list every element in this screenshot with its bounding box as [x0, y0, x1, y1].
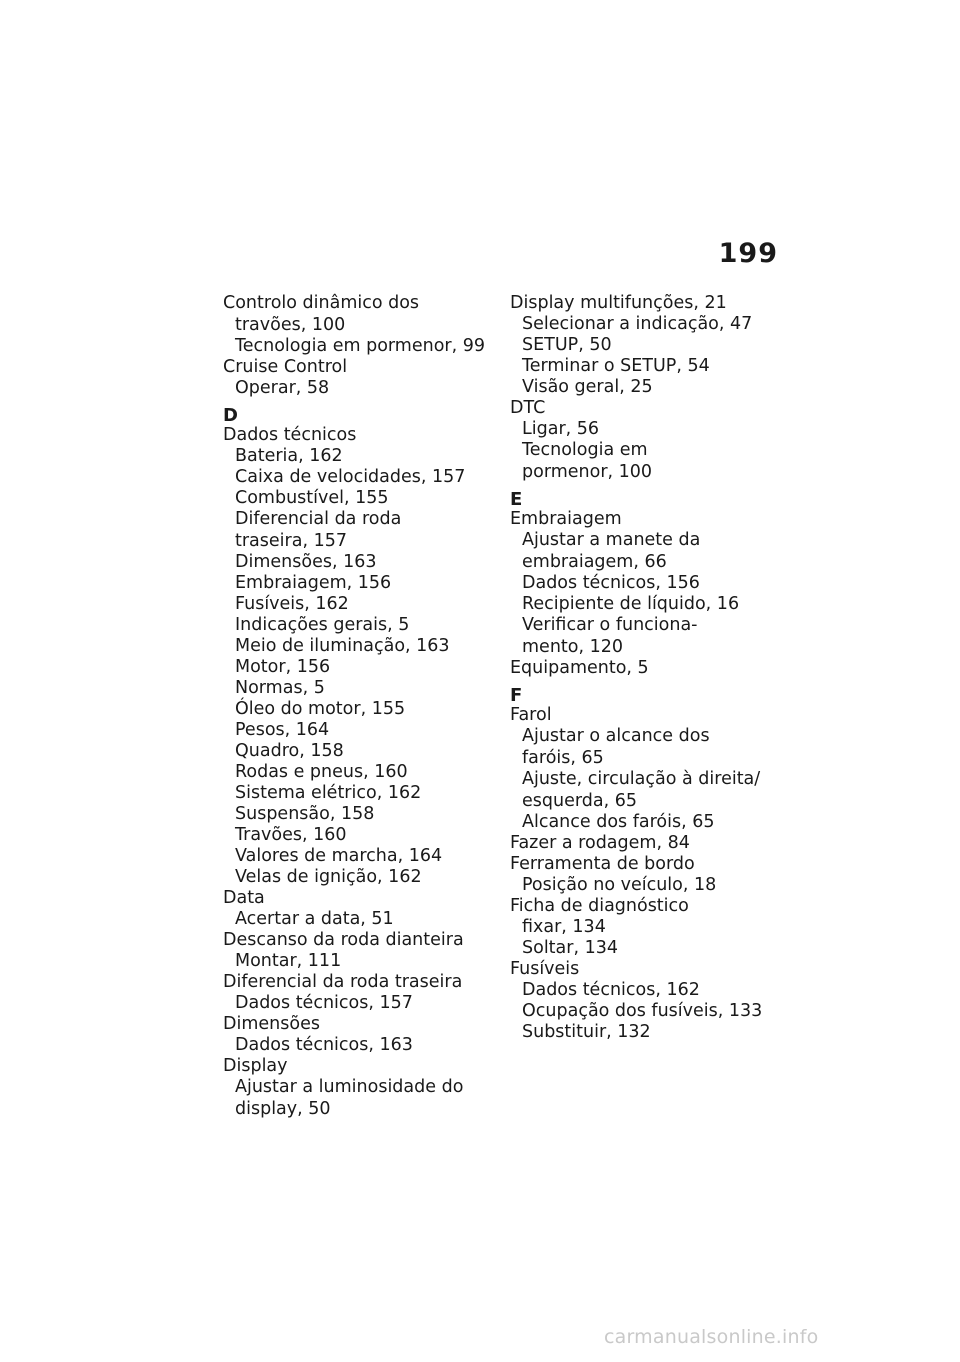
index-subentry: Visão geral, 25 — [522, 377, 653, 397]
index-subentry: Fusíveis, 162 — [235, 594, 349, 614]
index-subentry: Ligar, 56 — [522, 419, 600, 439]
index-subentry: Ajustar a manete da — [522, 530, 701, 550]
index-subentry: Travões, 160 — [235, 825, 347, 845]
index-subentry: Diferencial da roda — [235, 509, 402, 529]
index-subentry: Indicações gerais, 5 — [235, 615, 410, 635]
index-entry-continuation: mento, 120 — [522, 637, 624, 657]
index-subentry: Recipiente de líquido, 16 — [522, 594, 740, 614]
index-subentry: Embraiagem, 156 — [235, 573, 392, 593]
index-entry: Equipamento, 5 — [510, 658, 649, 678]
index-subentry: Sistema elétrico, 162 — [235, 783, 422, 803]
index-subentry: Tecnologia em — [522, 440, 648, 460]
index-subentry: Velas de ignição, 162 — [235, 867, 422, 887]
index-column-right — [510, 293, 785, 1043]
index-section-letter: D — [223, 405, 238, 426]
watermark: carmanualsonline.info — [604, 1326, 819, 1348]
index-entry: Fusíveis — [510, 959, 580, 979]
index-subentry: Caixa de velocidades, 157 — [235, 467, 466, 487]
index-subentry: Quadro, 158 — [235, 741, 344, 761]
index-subentry: Ajustar a luminosidade do — [235, 1077, 464, 1097]
index-entry: Display multifunções, 21 — [510, 293, 727, 313]
index-subentry: Bateria, 162 — [235, 446, 343, 466]
index-subentry: Motor, 156 — [235, 657, 331, 677]
index-entry: Ficha de diagnóstico — [510, 896, 689, 916]
index-entry: Cruise Control — [223, 357, 348, 377]
index-section-letter: F — [510, 685, 523, 706]
index-entry-continuation: faróis, 65 — [522, 748, 604, 768]
index-entry: Controlo dinâmico dos — [223, 293, 420, 313]
index-section-letter: E — [510, 489, 523, 510]
index-entry: DTC — [510, 398, 546, 418]
index-subentry: Ajustar o alcance dos — [522, 726, 710, 746]
index-subentry: Soltar, 134 — [522, 938, 618, 958]
index-subentry: Acertar a data, 51 — [235, 909, 394, 929]
index-subentry: Suspensão, 158 — [235, 804, 375, 824]
index-subentry: Rodas e pneus, 160 — [235, 762, 408, 782]
index-entry: Data — [223, 888, 265, 908]
index-subentry: SETUP, 50 — [522, 335, 612, 355]
index-entry: Diferencial da roda traseira — [223, 972, 463, 992]
index-subentry: Alcance dos faróis, 65 — [522, 812, 715, 832]
index-subentry: Óleo do motor, 155 — [235, 699, 406, 719]
index-subentry: Ocupação dos fusíveis, 133 — [522, 1001, 763, 1021]
index-entry: Farol — [510, 705, 552, 725]
index-subentry: Dimensões, 163 — [235, 552, 377, 572]
index-subentry: Meio de iluminação, 163 — [235, 636, 450, 656]
index-entry-continuation: esquerda, 65 — [522, 791, 637, 811]
index-entry: Descanso da roda dianteira — [223, 930, 464, 950]
index-entry: Dimensões — [223, 1014, 320, 1034]
index-subentry: Combustível, 155 — [235, 488, 389, 508]
index-subentry: Ajuste, circulação à direita/ — [522, 769, 761, 789]
index-column-left — [223, 293, 498, 1120]
index-entry: Dados técnicos — [223, 425, 357, 445]
index-entry-continuation: travões, 100 — [235, 315, 346, 335]
index-entry-continuation: embraiagem, 66 — [522, 552, 667, 572]
index-subentry: Dados técnicos, 162 — [522, 980, 700, 1000]
index-subentry: Normas, 5 — [235, 678, 325, 698]
index-entry: Embraiagem — [510, 509, 622, 529]
index-subentry: Substituir, 132 — [522, 1022, 651, 1042]
index-subentry: fixar, 134 — [522, 917, 606, 937]
index-subentry: Terminar o SETUP, 54 — [522, 356, 710, 376]
index-subentry: Posição no veículo, 18 — [522, 875, 717, 895]
index-subentry: Montar, 111 — [235, 951, 342, 971]
index-entry: Display — [223, 1056, 288, 1076]
index-entry-continuation: display, 50 — [235, 1099, 331, 1119]
index-entry-continuation: pormenor, 100 — [522, 462, 653, 482]
index-subentry: Valores de marcha, 164 — [235, 846, 443, 866]
page-number: 199 — [718, 238, 778, 269]
index-subentry: Pesos, 164 — [235, 720, 330, 740]
index-entry-continuation: traseira, 157 — [235, 531, 347, 551]
index-subentry: Dados técnicos, 157 — [235, 993, 413, 1013]
index-entry: Fazer a rodagem, 84 — [510, 833, 690, 853]
index-subentry: Dados técnicos, 163 — [235, 1035, 413, 1055]
index-subentry: Operar, 58 — [235, 378, 330, 398]
index-subentry: Tecnologia em pormenor, 99 — [235, 336, 486, 356]
index-subentry: Dados técnicos, 156 — [522, 573, 700, 593]
index-entry: Ferramenta de bordo — [510, 854, 695, 874]
index-subentry: Verificar o funciona- — [522, 615, 698, 635]
index-subentry: Selecionar a indicação, 47 — [522, 314, 753, 334]
